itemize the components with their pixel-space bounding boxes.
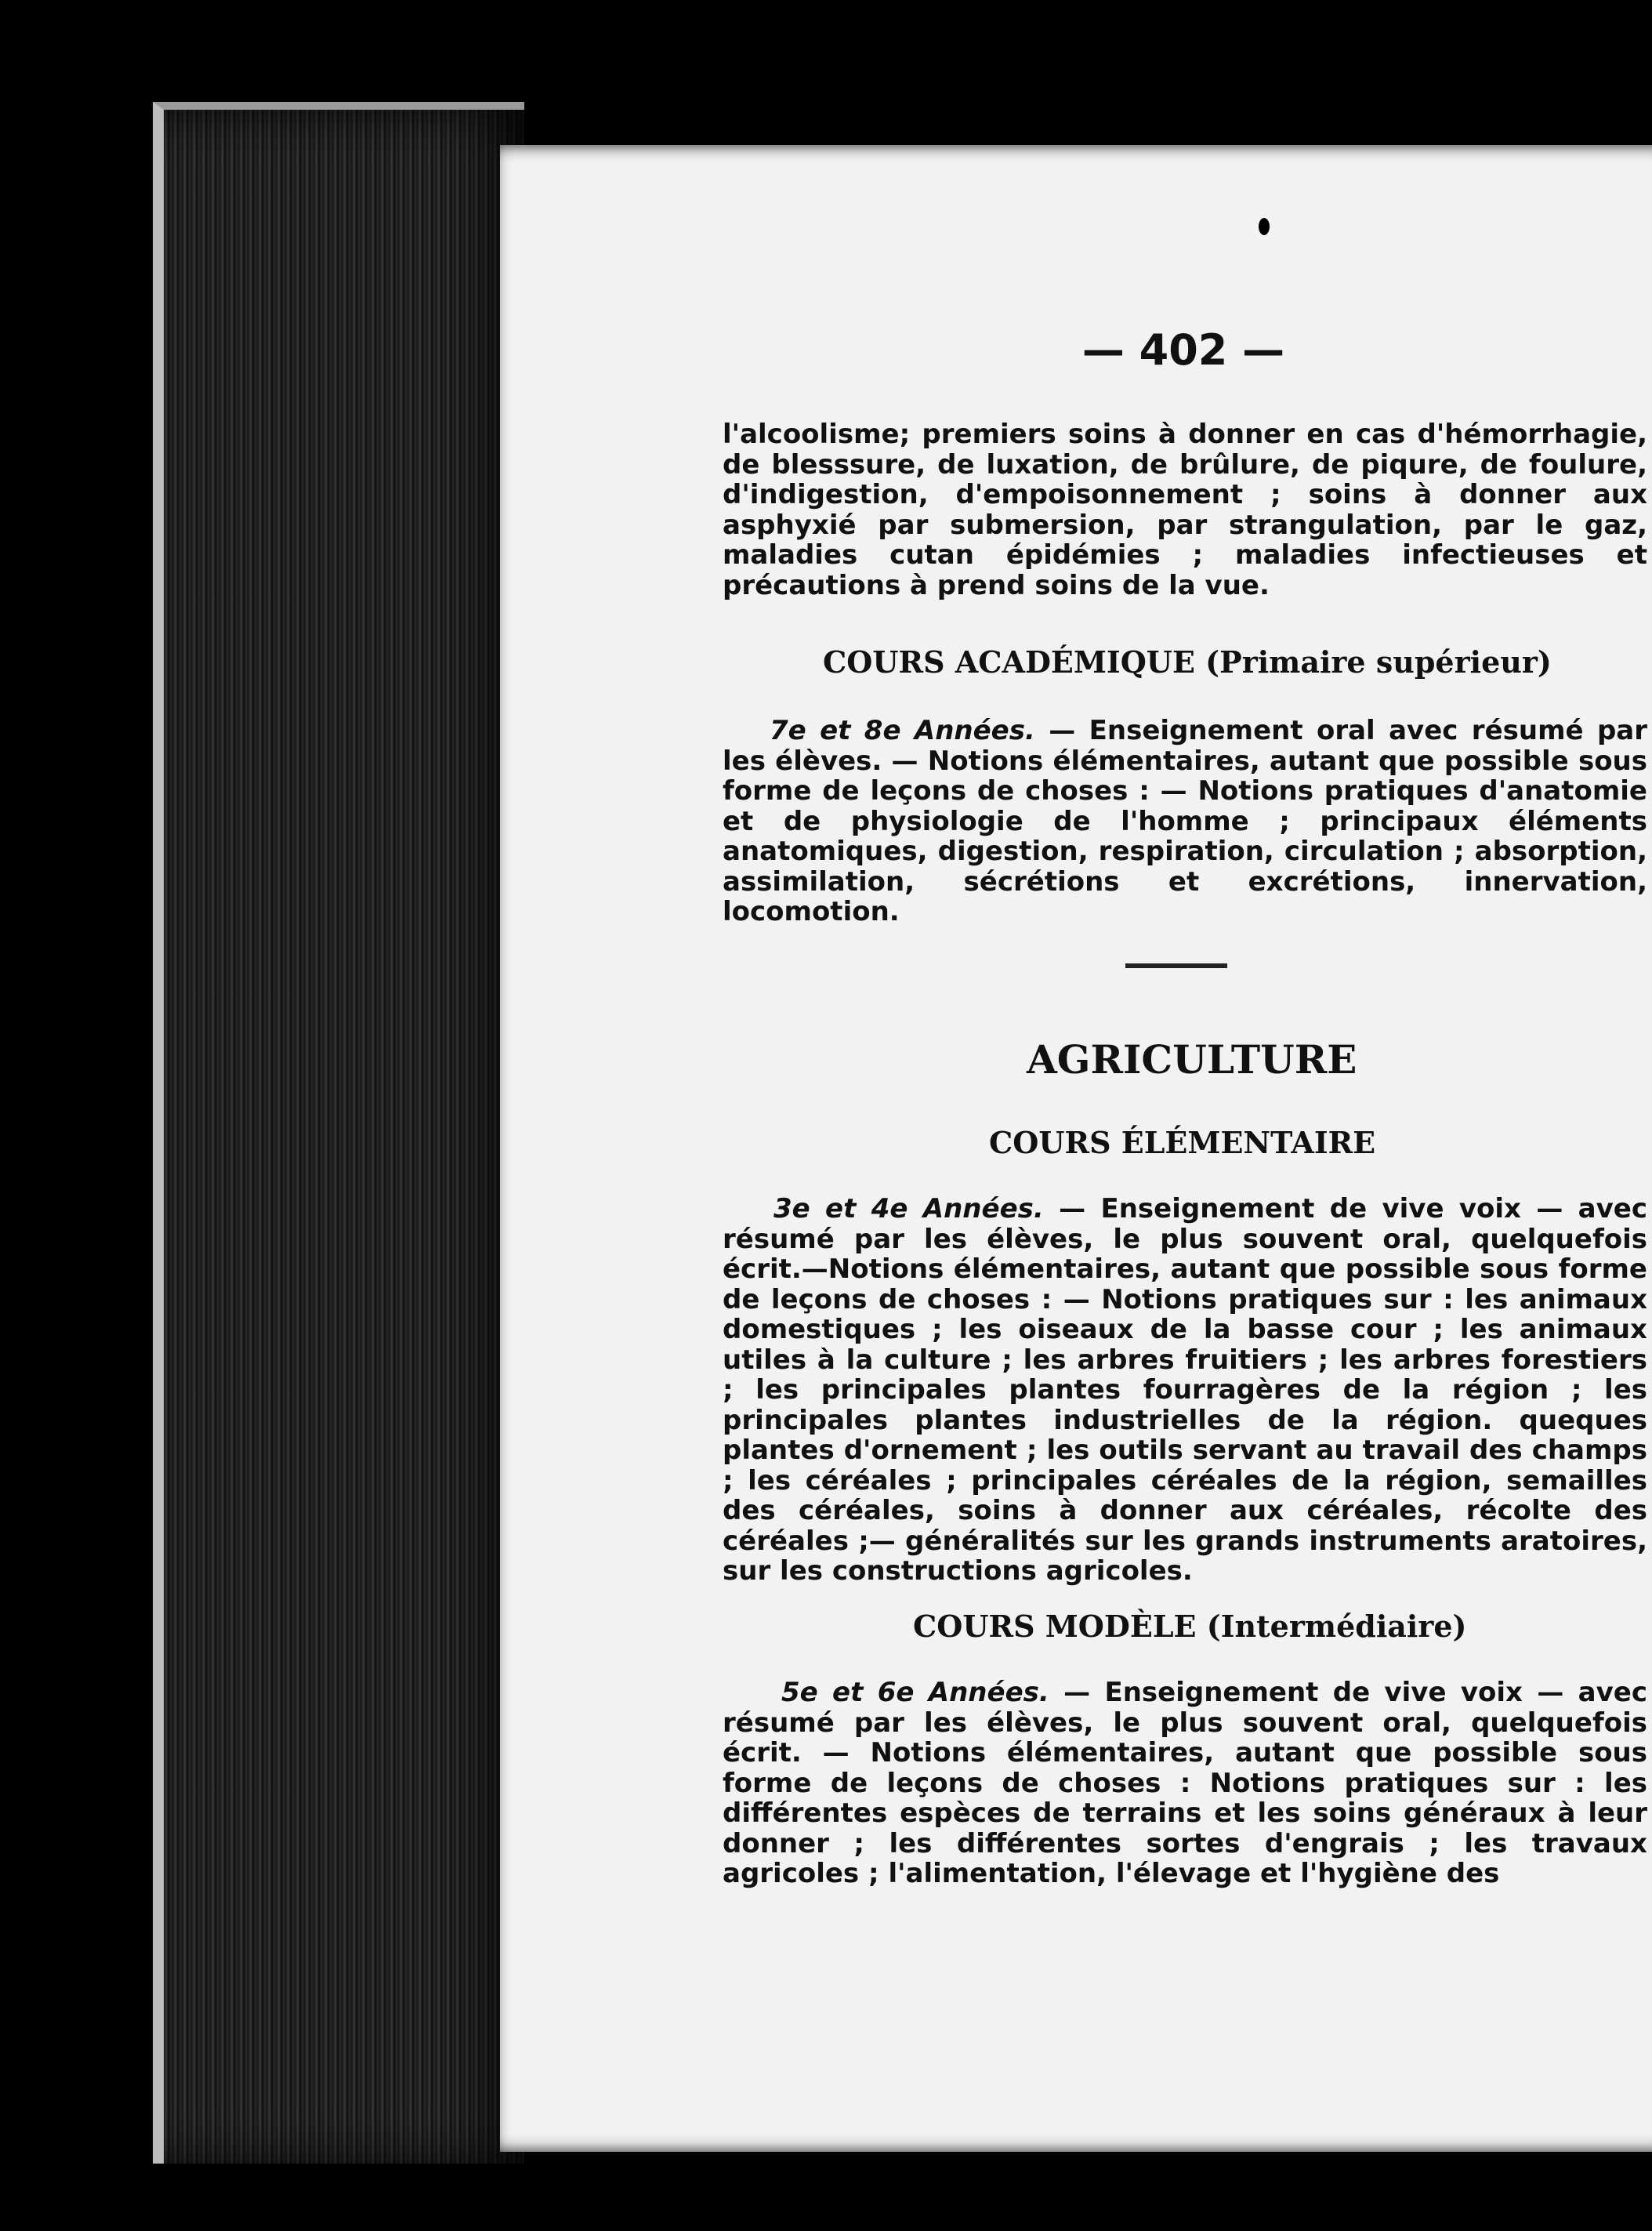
paragraph-modele-body: — Enseignement de vive voix — avec résumé par les élèves, le plus souvent oral, quelquefois écrit. — Notions élémentaires, autant que possible sous forme de leçons de choses : Notions pratiques sur : les différentes espèces de terrains et les soins généraux à leur donner ; les différentes sortes d'engrais ; les travaux agricoles ; l'alimentation, l'élevage et l'hygiène des	[723, 1677, 1647, 1889]
ink-dot	[1259, 218, 1270, 235]
section-divider	[1125, 963, 1227, 968]
paragraph-modele	[723, 1678, 1647, 1889]
paragraph-elementaire-body: — Enseignement de vive voix — avec résumé par les élèves, le plus souvent oral, quelquefois écrit.—Notions élémentaires, autant que possible sous forme de leçons de choses : — Notions pratiques sur : les animaux domestiques ; les oiseaux de la basse cour ; les animaux utiles à la culture ; les arbres fruitiers ; les arbres forestiers ; les principales plantes fourragères de la région ; les principales plantes industrielles de la région. queques plantes d'ornement ; les outils servant au travail des champs ; les céréales ; principales céréales de la région, semailles des céréales, soins à donner aux céréales, récolte des céréales ;— généralités sur les grands instruments aratoires, sur les constructions agricoles.	[723, 1193, 1647, 1587]
paragraph-elementaire	[723, 1194, 1647, 1587]
paragraph-hygiene-end: l'alcoolisme; premiers soins à donner en cas d'hémorrhagie, de blesssure, de luxation, de brûlure, de piqure, de foulure, d'indigestion, d'empoisonnement ; soins à donner aux asphyxié par submersion, par strangulation, par le gaz, maladies cutan épidémies ; maladies infectieuses et précautions à prend soins de la vue.	[723, 419, 1647, 601]
paragraph-modele-lead: 5e et 6e Années.	[781, 1677, 1049, 1708]
paragraph-academique	[723, 716, 1647, 927]
paragraph-academique-lead: 7e et 8e Années.	[770, 715, 1035, 746]
book-page-edges	[153, 102, 524, 2164]
page-number: — 402 —	[1081, 325, 1285, 375]
heading-cours-modele: COURS MODÈLE (Intermédiaire)	[913, 1609, 1467, 1644]
heading-cours-academique: COURS ACADÉMIQUE (Primaire supérieur)	[823, 644, 1552, 680]
paragraph-elementaire-lead: 3e et 4e Années.	[773, 1193, 1044, 1224]
heading-agriculture: AGRICULTURE	[1027, 1036, 1357, 1083]
heading-cours-elementaire: COURS ÉLÉMENTAIRE	[989, 1125, 1376, 1160]
paragraph-academique-body: — Enseignement oral avec résumé par les élèves. — Notions élémentaires, autant que possible sous forme de leçons de choses : — Notions pratiques d'anatomie et de physiologie de l'homme ; principaux éléments anatomiques, digestion, respiration, circulation ; absorption, assimilation, sécrétions et excrétions, innervation, locomotion.	[723, 715, 1647, 927]
